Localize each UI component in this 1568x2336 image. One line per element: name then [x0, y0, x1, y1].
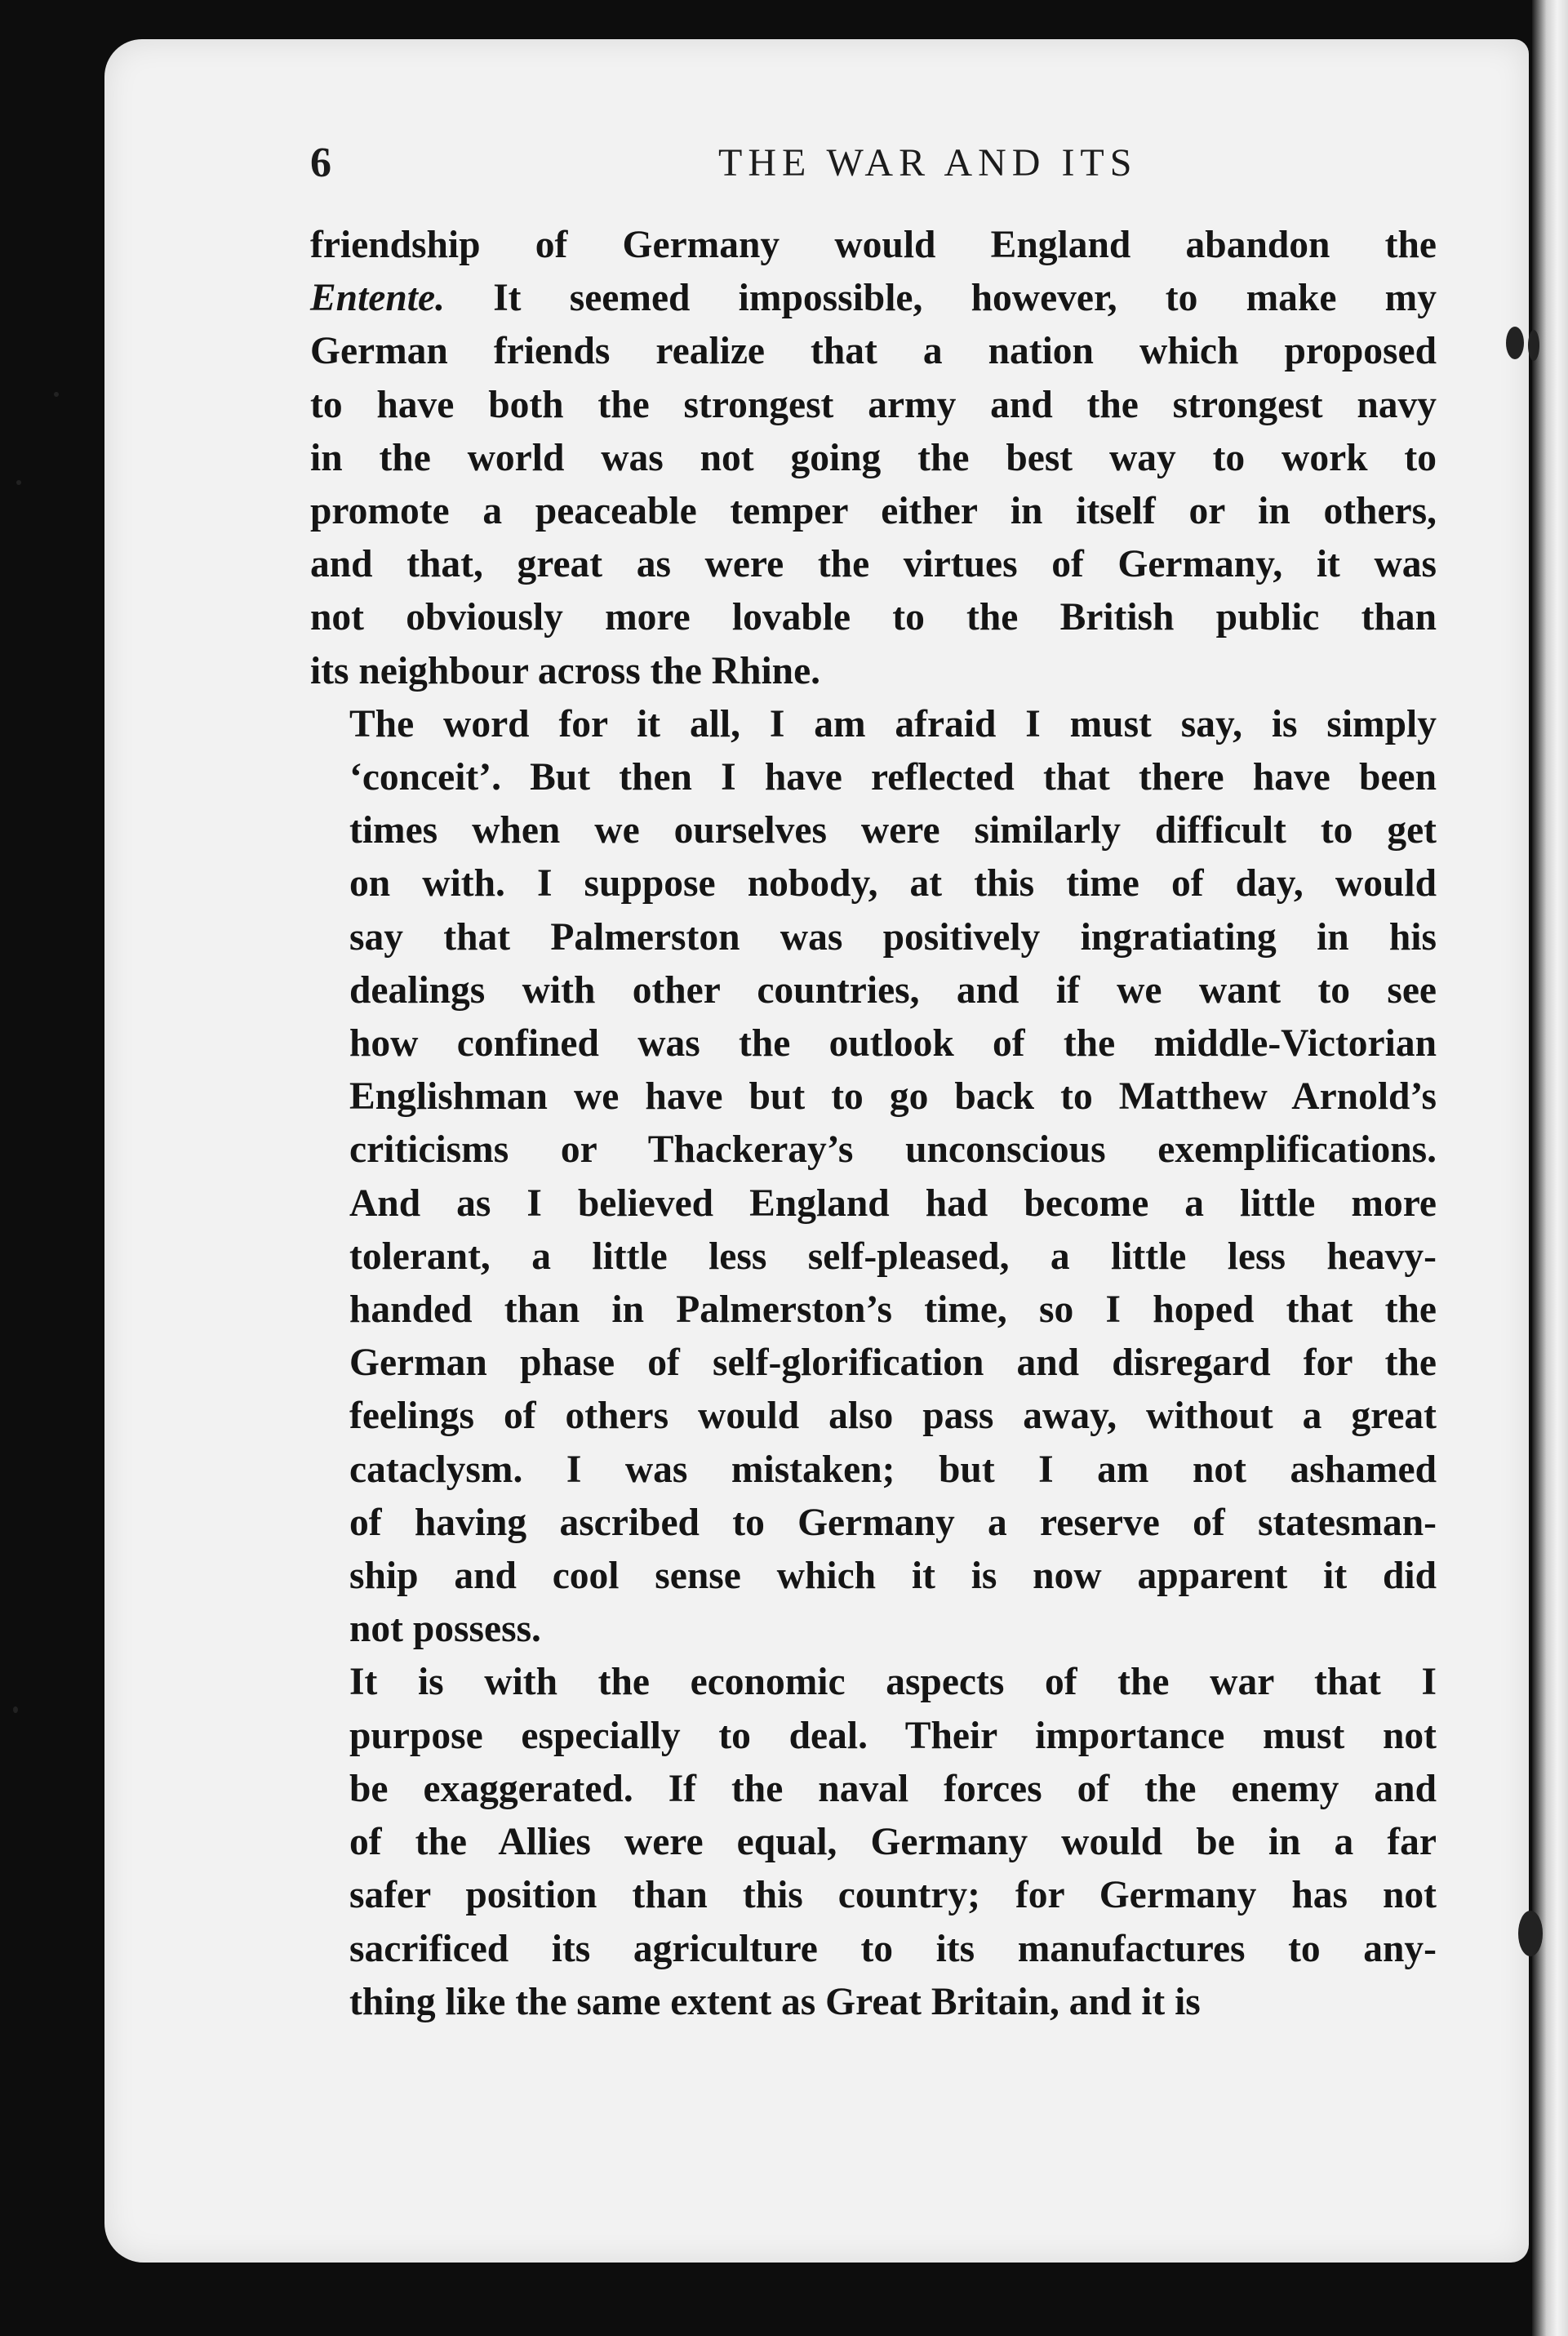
ink-speck [1506, 327, 1524, 359]
text-line: be exaggerated. If the naval forces of the enemy and [349, 1767, 1437, 1810]
ink-speck [16, 480, 21, 485]
text-line: of the Allies were equal, Germany would be in a far [349, 1821, 1437, 1864]
text-line: safer position than this country; for Germany has not [349, 1874, 1437, 1917]
text-line: The word for it all, I am afraid I must say, is simply [349, 702, 1437, 745]
italic-term: Entente. [310, 277, 445, 320]
page-number: 6 [310, 140, 331, 186]
text-line: its neighbour across the Rhine. [310, 649, 821, 692]
page-header [310, 131, 1437, 196]
text-line: in the world was not going the best way to work to [310, 436, 1437, 479]
text-line: on with. I suppose nobody, at this time of day, would [349, 862, 1437, 905]
ink-speck [1528, 330, 1539, 361]
text-line: ship and cool sense which it is now apparent it did [349, 1555, 1437, 1598]
text-line: of having ascribed to Germany a reserve of statesman- [349, 1501, 1437, 1544]
text-line: cataclysm. I was mistaken; but I am not ashamed [349, 1448, 1437, 1491]
paragraph [310, 1656, 1437, 2028]
running-head: THE WAR AND ITS [718, 141, 1138, 185]
text-line: sacrificed its agriculture to its manufactures to any- [349, 1927, 1437, 1970]
text-line: criticisms or Thackeray’s unconscious exemplifications. [349, 1128, 1437, 1172]
text-line: German friends realize that a nation which proposed [310, 330, 1437, 373]
body-text [310, 219, 1437, 2029]
text-line: how confined was the outlook of the middle-Victorian [349, 1022, 1437, 1066]
text-line: and that, great as were the virtues of Germany, it was [310, 543, 1437, 586]
text-line: thing like the same extent as Great Britain, and it is [349, 1980, 1201, 2023]
ink-speck [13, 1706, 18, 1713]
text-line: feelings of others would also pass away, without a great [349, 1395, 1437, 1438]
paragraph [310, 219, 1437, 698]
text-line: not possess. [349, 1608, 541, 1651]
text-line: not obviously more lovable to the British public than [310, 596, 1437, 639]
text-line: tolerant, a little less self-pleased, a little less heavy- [349, 1235, 1437, 1278]
text-line: dealings with other countries, and if we want to see [349, 968, 1437, 1012]
paragraph [310, 698, 1437, 1657]
text-line: to have both the strongest army and the strongest navy [310, 383, 1437, 426]
text-line: purpose especially to deal. Their importance must not [349, 1714, 1437, 1757]
text-line: It is with the economic aspects of the war that I [349, 1661, 1437, 1704]
text-line: promote a peaceable temper either in itself or in others, [310, 490, 1437, 533]
text-line: handed than in Palmerston’s time, so I hoped that the [349, 1288, 1437, 1332]
text-line: Entente. It seemed impossible, however, to make my [310, 277, 1437, 320]
ink-speck [1518, 1911, 1543, 1956]
text-line: And as I believed England had become a little more [349, 1181, 1437, 1225]
text-line: say that Palmerston was positively ingratiating in his [349, 915, 1437, 959]
ink-speck [54, 392, 59, 397]
text-line: German phase of self-glorification and disregard for the [349, 1342, 1437, 1385]
text-line: friendship of Germany would England abandon the [310, 224, 1437, 266]
text-line: times when we ourselves were similarly difficult to get [349, 809, 1437, 852]
text-line: Englishman we have but to go back to Matthew Arnold’s [349, 1075, 1437, 1119]
text-line: ‘conceit’. But then I have reflected that there have been [349, 756, 1437, 799]
